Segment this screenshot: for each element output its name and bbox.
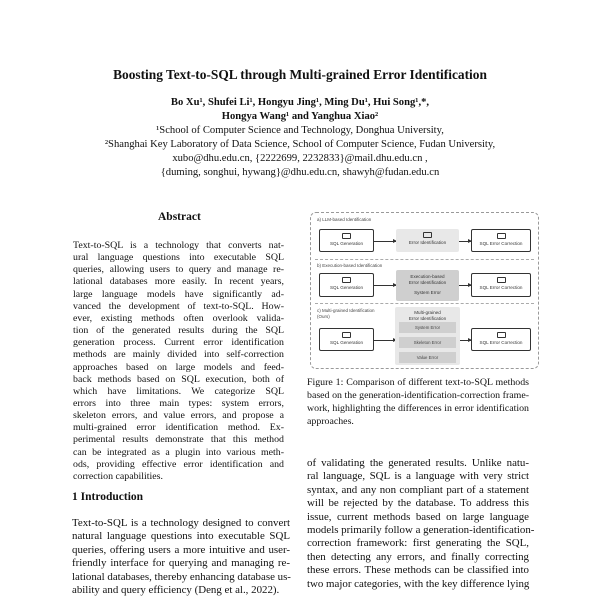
arrow-icon [459,241,471,242]
text-line: then detecting any errors, and finally correcting [307,550,529,563]
text-line: perimental results demonstrate that this method [73,434,284,446]
text-line: queries, allowing users to query and manage re- [73,264,284,276]
arrow-icon [374,285,396,286]
text-line: correction framework: first generating the SQL, [307,537,529,550]
robot-icon [497,332,506,338]
affiliation-1: ¹School of Computer Science and Technology, Donghua University, [156,125,444,136]
text-line: models primarily follow a generation-identification- [307,524,535,536]
system-error-box: System Error [399,322,456,333]
text-line: ability and query efficiency (Deng et al., 2022). [72,584,280,596]
text-line: Text-to-SQL is a technology that converts nat- [73,240,284,251]
robot-icon [423,232,432,238]
text-line: ral language, SQL is a language with very strict [307,470,529,483]
text-line: which have limitations. We categorize SQL [73,385,284,397]
text-line: lational databases, thereby enhancing database us- [72,570,291,583]
text-line: work, highlighting the differences in error identification [307,403,529,414]
arrow-icon [459,285,471,286]
row-c-label: c) Multi-grained Identification [317,308,375,313]
sql-generation-box: SQL Generation [319,273,374,297]
text-line: large language models have significantly ad- [73,288,284,300]
text-line: issue, current methods based on large language [307,510,529,523]
authors-line-1: Bo Xu¹, Shufei Li¹, Hongyu Jing¹, Ming Du¹, Hui Song¹,*, [170,97,430,108]
introduction-heading: 1 Introduction [72,491,144,503]
arrow-icon [374,241,396,242]
text-line: natural language questions into executable SQL [72,530,290,543]
skeleton-error-box: Skeleton Error [399,337,456,348]
text-line: ural language questions into executable SQL [73,252,284,264]
text-line: Figure 1: Comparison of different text-to-SQL methods [307,377,529,388]
arrow-icon [374,340,396,341]
divider [315,259,534,260]
execution-identification-box: Execution-based Error Identification System Error [396,270,459,301]
robot-icon [342,332,351,338]
text-line: back methods based on SQL execution, both of [73,373,284,385]
affiliation-2: ²Shanghai Key Laboratory of Data Science, School of Computer Science, Fudan University, [104,139,496,150]
text-line: methods are mainly divided into self-correction [73,349,284,361]
text-line: approaches based on large models and feed- [73,361,284,373]
text-line: multi-grained error identification method. Ex- [73,422,284,434]
text-line: queries, offering users a more intuitive and user- [72,543,290,556]
divider [315,303,534,304]
email-line-1: xubo@dhu.edu.cn, {2222699, 2232833}@mail.dhu.edu.cn , [172,153,428,164]
text-line: ever, existing methods often overlook valida- [73,312,284,324]
text-line: will be rejected by the database. To address this [307,497,529,510]
row-b-label: b) Execution-based Identification [317,263,383,268]
multi-grained-identification-box: Multi-grained Error Identification System Error Skeleton Error Value Error [395,307,460,365]
text-line: of validating the generated results. Unlike natu- [307,457,529,469]
robot-icon [342,233,351,239]
text-line: vanced the development of text-to-SQL. How- [73,300,284,312]
robot-icon [497,233,506,239]
text-line: two major categories, with the key difference lying [307,577,530,590]
text-line: lational databases more easily. In recent years, [73,276,284,288]
text-line: generation process. Current error identification [73,337,284,349]
sql-error-correction-box: SQL Error Correction [471,273,531,297]
text-line: these errors. These methods can be classified into [307,564,529,577]
value-error-box: Value Error [399,352,456,363]
sql-generation-box: SQL Generation [319,328,374,351]
sql-error-correction-box: SQL Error Correction [471,328,531,351]
text-line: tion of the generated results during the SQL [73,325,284,337]
text-line: can be integrated as a plugin into various meth- [73,446,284,458]
text-line: correction capabilities. [73,470,163,482]
figure-1-diagram [310,212,539,369]
text-line: errors into three main types: system errors, [73,397,284,409]
paper-title: Boosting Text-to-SQL through Multi-grained Error Identification [113,67,487,82]
sql-generation-box: SQL Generation [319,229,374,252]
text-line: Text-to-SQL is a technology designed to convert [72,517,290,529]
arrow-icon [460,340,471,341]
row-c-label-ours: (Ours) [317,314,330,319]
sql-error-correction-box: SQL Error Correction [471,229,531,252]
text-line: syntax, and any non compliant part of a statement [307,483,529,496]
abstract-heading: Abstract [158,211,201,223]
row-a-label: a) LLM-based Identification [317,217,372,222]
authors-line-2: Hongya Wang¹ and Yanghua Xiao² [221,111,379,122]
email-line-2: {duming, songhui, hywang}@dhu.edu.cn, shawyh@fudan.edu.cn [160,167,440,178]
text-line: based on the generation-identification-correction frame- [307,390,529,401]
robot-icon [497,277,506,283]
text-line: approaches. [307,416,354,427]
text-line: skeleton errors, and value errors, and propose a [73,410,284,422]
robot-icon [342,277,351,283]
text-line: friendly interface for querying and managing re- [72,557,290,570]
error-identification-box: Error Identification [396,229,459,252]
text-line: ods, providing effective error identification and [73,458,284,470]
